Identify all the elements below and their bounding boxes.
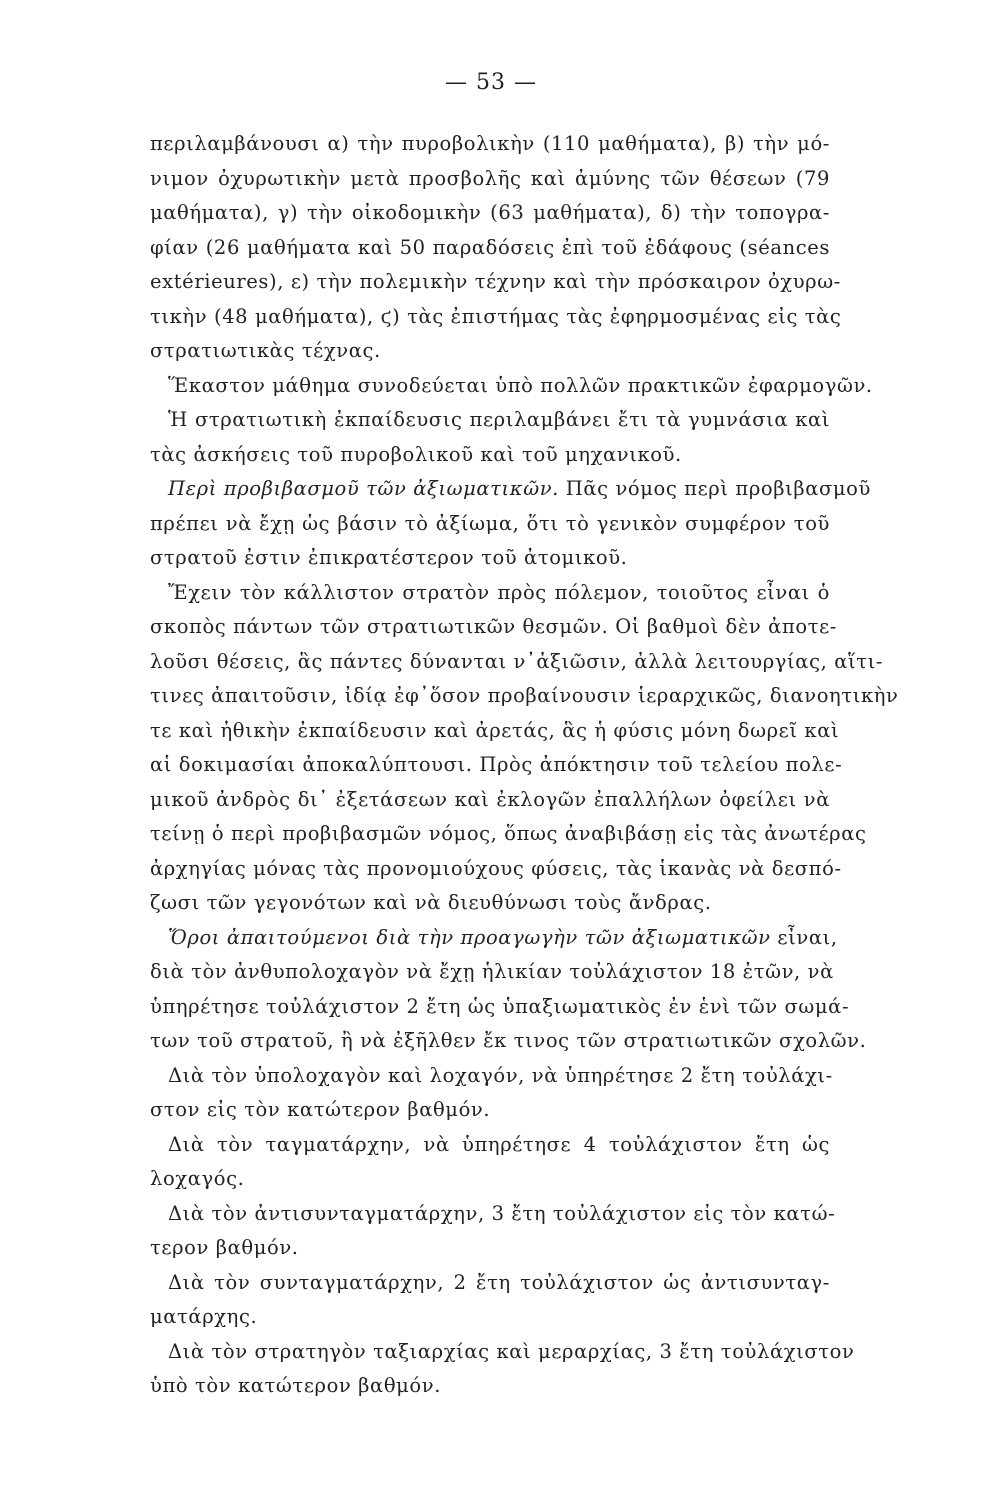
text-line: [150, 714, 840, 749]
text-run: τε καὶ ἠθικὴν ἐκπαίδευσιν καὶ ἀρετάς, ἃς ἡ φύσις μόνη δωρεῖ καὶ: [150, 718, 840, 742]
text-line: [150, 1128, 830, 1163]
text-line: [150, 1162, 830, 1197]
text-run: ὑπὸ τὸν κατώτερον βαθμόν.: [150, 1374, 442, 1397]
text-line: [150, 1024, 867, 1059]
text-line: [150, 1197, 836, 1232]
text-run: Πᾶς νόμος περὶ προβιβασμοῦ: [558, 477, 871, 500]
text-line: [150, 507, 830, 542]
text-line: [150, 1335, 855, 1370]
text-line: [150, 1231, 830, 1266]
text-line: [150, 679, 899, 714]
text-line: [150, 955, 834, 990]
text-run: λοχαγός.: [150, 1167, 245, 1190]
text-line: [150, 300, 842, 335]
text-line: [150, 403, 830, 438]
text-line: [150, 1369, 830, 1404]
italic-heading: Περὶ προβιβασμοῦ τῶν ἀξιωματικῶν.: [168, 477, 559, 500]
text-line: [150, 472, 871, 507]
text-run: νιμον ὀχυρωτικὴν μετὰ προσβολῆς καὶ ἀμύνης τῶν θέσεων (79: [150, 166, 830, 190]
text-line: [150, 265, 841, 300]
text-run: Διὰ τὸν ἀντισυνταγματάρχην, 3 ἔτη τοὐλάχιστον εἰς τὸν κατώ-: [168, 1201, 836, 1225]
text-line: [150, 610, 837, 645]
text-line: [150, 334, 830, 369]
text-run: στρατοῦ ἐστιν ἐπικρατέστερον τοῦ ἀτομικοῦ.: [150, 546, 628, 569]
text-run: Ἕκαστον μάθημα συνοδεύεται ὑπὸ πολλῶν πρακτικῶν ἐφαρμογῶν.: [168, 373, 873, 397]
text-line: [150, 576, 830, 611]
text-run: των τοῦ στρατοῦ, ἢ νὰ ἐξῆλθεν ἔκ τινος τῶν στρατιωτικῶν σχολῶν.: [150, 1029, 867, 1052]
text-run: ὑπηρέτησε τοὐλάχιστον 2 ἔτη ὡς ὑπαξιωματικὸς ἐν ἑνὶ τῶν σωμά-: [150, 994, 850, 1018]
text-line: [150, 645, 884, 680]
text-line: [150, 921, 838, 956]
text-run: Διὰ τὸν στρατηγὸν ταξιαρχίας καὶ μεραρχίας, 3 ἔτη τοὐλάχιστον: [168, 1339, 855, 1363]
text-run: εἶναι,: [770, 925, 838, 949]
text-run: στον εἰς τὸν κατώτερον βαθμόν.: [150, 1098, 491, 1121]
text-run: πρέπει νὰ ἔχῃ ὡς βάσιν τὸ ἀξίωμα, ὅτι τὸ γενικὸν συμφέρον τοῦ: [150, 511, 830, 535]
text-run: Ἡ στρατιωτικὴ ἐκπαίδευσις περιλαμβάνει ἔτι τὰ γυμνάσια καὶ: [168, 408, 830, 431]
text-line: [150, 127, 830, 162]
text-line: [150, 541, 830, 576]
text-run: μικοῦ ἀνδρὸς δι᾽ ἐξετάσεων καὶ ἐκλογῶν ἐπαλλήλων ὀφείλει νὰ: [150, 787, 830, 811]
text-run: στρατιωτικὰς τέχνας.: [150, 339, 381, 362]
text-run: τείνῃ ὁ περὶ προβιβασμῶν νόμος, ὅπως ἀναβιβάσῃ εἰς τὰς ἀνωτέρας: [150, 822, 867, 845]
text-line: [150, 196, 830, 231]
text-line: [150, 162, 830, 197]
text-line: [150, 817, 867, 852]
body-text: [150, 127, 899, 1404]
text-line: [150, 1266, 830, 1301]
text-run: Διὰ τὸν ταγματάρχην, νὰ ὑπηρέτησε 4 τοὐλάχιστον ἔτη ὡς: [168, 1132, 830, 1156]
text-run: ἀρχηγίας μόνας τὰς προνομιούχους φύσεις, τὰς ἱκανὰς νὰ δεσπό-: [150, 856, 842, 880]
text-run: διὰ τὸν ἀνθυπολοχαγὸν νὰ ἔχῃ ἡλικίαν τοὐλάχιστον 18 ἐτῶν, νὰ: [150, 960, 834, 983]
text-run: extérieures), ε) τὴν πολεμικὴν τέχνην καὶ τὴν πρόσκαιρον ὀχυρω-: [150, 270, 841, 293]
text-run: περιλαμβάνουσι α) τὴν πυροβολικὴν (110 μαθήματα), β) τὴν μό-: [150, 132, 830, 155]
text-run: σκοπὸς πάντων τῶν στρατιωτικῶν θεσμῶν. Οἱ βαθμοὶ δὲν ἀποτε-: [150, 615, 837, 638]
text-line: [150, 748, 843, 783]
text-run: Διὰ τὸν συνταγματάρχην, 2 ἔτη τοὐλάχιστον ὡς ἀντισυνταγ-: [168, 1270, 830, 1294]
text-run: ματάρχης.: [150, 1305, 258, 1328]
text-run: αἱ δοκιμασίαι ἀποκαλύπτουσι. Πρὸς ἀπόκτησιν τοῦ τελείου πολε-: [150, 753, 843, 776]
text-line: [150, 1093, 830, 1128]
text-run: φίαν (26 μαθήματα καὶ 50 παραδόσεις ἐπὶ τοῦ ἐδάφους (séances: [150, 235, 830, 259]
italic-heading: Ὅροι ἀπαιτούμενοι διὰ τὴν προαγωγὴν τῶν ἀξιωματικῶν: [168, 925, 771, 949]
text-run: τινες ἀπαιτοῦσιν, ἰδίᾳ ἐφ᾽ὅσον προβαίνουσιν ἱεραρχικῶς, διανοητικὴν: [150, 684, 899, 707]
text-line: [150, 783, 830, 818]
text-line: [150, 1059, 833, 1094]
text-run: λοῦσι θέσεις, ἃς πάντες δύνανται ν᾽ἀξιῶσιν, ἀλλὰ λειτουργίας, αἵτι-: [150, 649, 884, 673]
text-run: Διὰ τὸν ὑπολοχαγὸν καὶ λοχαγόν, νὰ ὑπηρέτησε 2 ἔτη τοὐλάχι-: [168, 1063, 833, 1087]
text-line: [150, 438, 830, 473]
text-line: [150, 369, 873, 404]
text-run: τερον βαθμόν.: [150, 1236, 299, 1259]
text-run: τικὴν (48 μαθήματα), ϛ) τὰς ἐπιστήμας τὰς ἐφηρμοσμένας εἰς τὰς: [150, 304, 842, 328]
text-line: [150, 231, 830, 266]
text-run: τὰς ἀσκήσεις τοῦ πυροβολικοῦ καὶ τοῦ μηχανικοῦ.: [150, 442, 682, 466]
text-run: μαθήματα), γ) τὴν οἰκοδομικὴν (63 μαθήματα), δ) τὴν τοπογρα-: [150, 201, 830, 224]
text-line: [150, 886, 830, 921]
text-run: Ἔχειν τὸν κάλλιστον στρατὸν πρὸς πόλεμον, τοιοῦτος εἶναι ὁ: [168, 580, 830, 604]
text-line: [150, 852, 842, 887]
text-run: ζωσι τῶν γεγονότων καὶ νὰ διευθύνωσι τοὺς ἄνδρας.: [150, 891, 712, 914]
text-line: [150, 990, 850, 1025]
text-line: [150, 1300, 830, 1335]
page-number: — 53 —: [445, 70, 537, 95]
